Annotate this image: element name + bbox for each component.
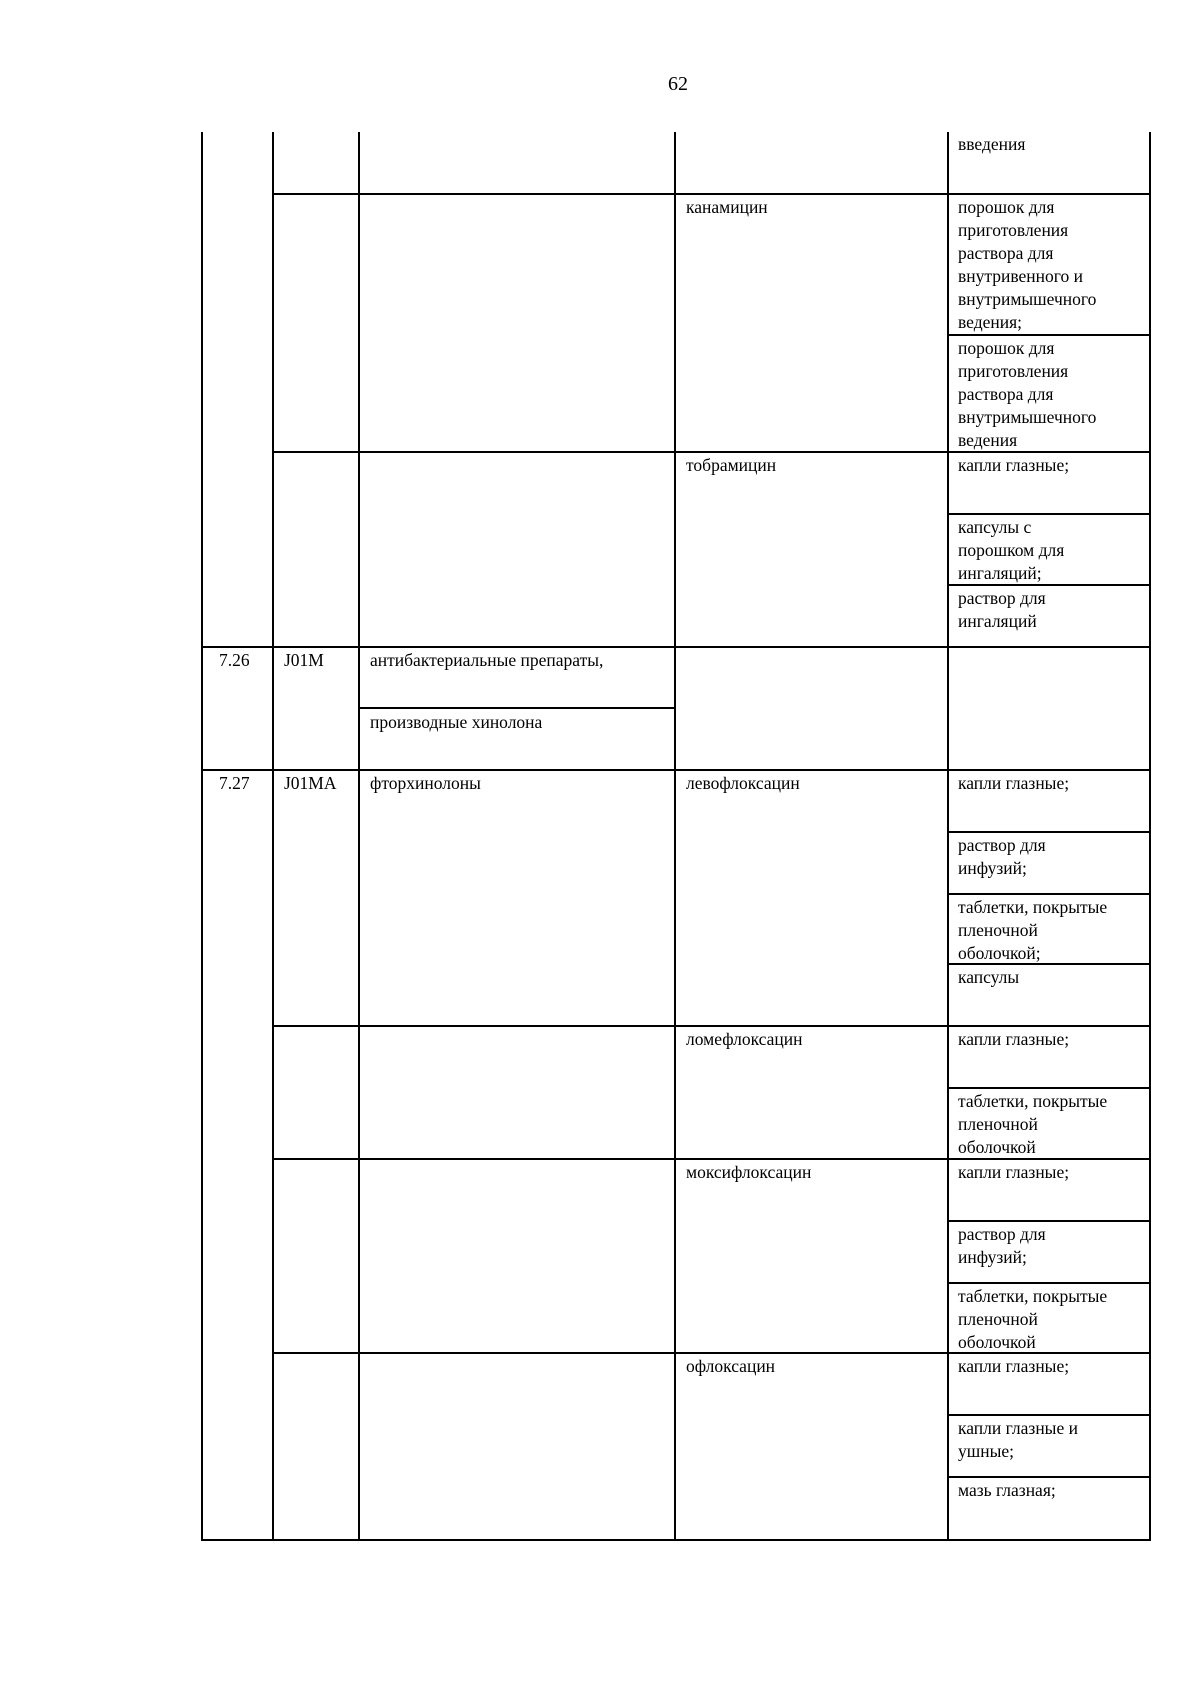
row-number-cell: 7.26 bbox=[219, 650, 250, 670]
drug-name-cell: тобрамицин bbox=[686, 455, 777, 475]
drug-name-cell: ломефлоксацин bbox=[686, 1029, 803, 1049]
dosage-form-cell: раствор для инфузий; bbox=[958, 1224, 1046, 1267]
table-border-bottom bbox=[201, 1539, 1150, 1541]
column-divider-code bbox=[272, 132, 274, 1541]
dosage-form-cell: капли глазные и ушные; bbox=[958, 1418, 1078, 1461]
form-divider bbox=[947, 1414, 1150, 1416]
atc-group-cell: фторхинолоны bbox=[370, 773, 481, 793]
column-divider-form bbox=[947, 132, 949, 1541]
atc-code-cell: J01MA bbox=[284, 773, 337, 793]
atc-group-cell: антибактериальные препараты, bbox=[370, 650, 604, 670]
atc-group-cell: производные хинолона bbox=[370, 712, 543, 732]
dosage-form-cell: капли глазные; bbox=[958, 1162, 1070, 1182]
drug-name-cell: левофлоксацин bbox=[686, 773, 800, 793]
column-divider-group bbox=[358, 132, 360, 1541]
column-divider-drug bbox=[674, 132, 676, 1541]
dosage-form-cell: порошок для приготовления раствора для внутривенного и внутримышечного ведения; bbox=[958, 197, 1097, 332]
form-divider bbox=[947, 1087, 1150, 1089]
table-border-right bbox=[1149, 132, 1151, 1541]
form-divider bbox=[947, 893, 1150, 895]
drug-name-cell: моксифлоксацин bbox=[686, 1162, 812, 1182]
drug-name-cell: канамицин bbox=[686, 197, 768, 217]
dosage-form-cell: таблетки, покрытые пленочной оболочкой; bbox=[958, 897, 1108, 963]
dosage-form-cell: капсулы bbox=[958, 967, 1020, 987]
row-divider bbox=[272, 1025, 1150, 1027]
row-divider bbox=[201, 646, 1150, 648]
dosage-form-cell: таблетки, покрытые пленочной оболочкой bbox=[958, 1286, 1108, 1352]
dosage-form-cell: капли глазные; bbox=[958, 1356, 1070, 1376]
drug-name-cell: офлоксацин bbox=[686, 1356, 776, 1376]
group-divider bbox=[358, 707, 675, 709]
atc-code-cell: J01M bbox=[284, 650, 324, 670]
dosage-form-cell: таблетки, покрытые пленочной оболочкой bbox=[958, 1091, 1108, 1157]
form-divider bbox=[947, 513, 1150, 515]
form-divider bbox=[947, 334, 1150, 336]
table-border-left bbox=[201, 132, 203, 1541]
dosage-form-cell: раствор для ингаляций bbox=[958, 588, 1046, 631]
form-divider bbox=[947, 1476, 1150, 1478]
dosage-form-cell: введения bbox=[958, 134, 1026, 154]
dosage-form-cell: капли глазные; bbox=[958, 1029, 1070, 1049]
page-number: 62 bbox=[668, 73, 688, 95]
dosage-form-cell: капсулы с порошком для ингаляций; bbox=[958, 517, 1065, 583]
dosage-form-cell: капли глазные; bbox=[958, 455, 1070, 475]
dosage-form-cell: раствор для инфузий; bbox=[958, 835, 1046, 878]
row-divider bbox=[272, 193, 1150, 195]
form-divider bbox=[947, 1220, 1150, 1222]
form-divider bbox=[947, 1282, 1150, 1284]
row-number-cell: 7.27 bbox=[219, 773, 250, 793]
dosage-form-cell: мазь глазная; bbox=[958, 1480, 1056, 1500]
dosage-form-cell: капли глазные; bbox=[958, 773, 1070, 793]
dosage-form-cell: порошок для приготовления раствора для внутримышечного ведения bbox=[958, 338, 1097, 450]
row-divider bbox=[201, 769, 1150, 771]
form-divider bbox=[947, 831, 1150, 833]
